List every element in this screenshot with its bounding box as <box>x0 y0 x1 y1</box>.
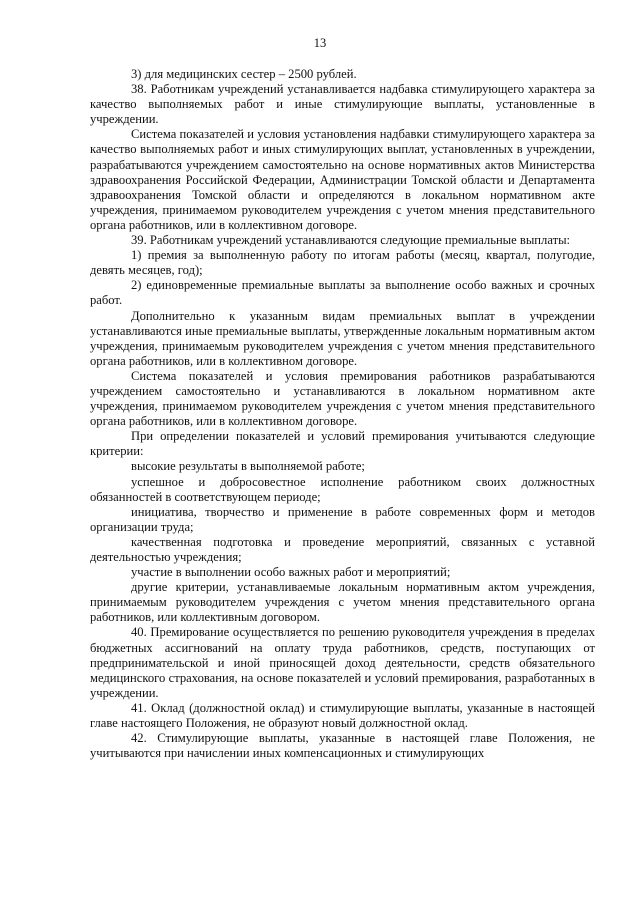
paragraph-39-item-1: 1) премия за выполненную работу по итогам работы (месяц, квартал, полугодие, девять месяцев, год); <box>90 248 595 278</box>
paragraph-40: 40. Премирование осуществляется по решению руководителя учреждения в пределах бюджетных ассигнований на оплату труда работников, средств, поступающих от предпринимательской и иной приносящей доход деятельности, средств обязательного медицинского страхования, на основе показателей и условий премирования, разработанных в учреждении. <box>90 625 595 700</box>
paragraph-38: 38. Работникам учреждений устанавливается надбавка стимулирующего характера за качество выполняемых работ и иные стимулирующие выплаты, установленные в учреждении. <box>90 82 595 127</box>
criterion-important-works: участие в выполнении особо важных работ и мероприятий; <box>131 565 451 580</box>
criterion-high-results: высокие результаты в выполняемой работе; <box>131 459 365 474</box>
paragraph-criteria-intro: При определении показателей и условий премирования учитываются следующие критерии: <box>90 429 595 459</box>
criterion-events: качественная подготовка и проведение мероприятий, связанных с уставной деятельностью учреждения; <box>90 534 595 564</box>
page-number: 13 <box>313 36 327 50</box>
document-body <box>90 67 595 761</box>
paragraph-bonus-system: Система показателей и условия премирования работников разрабатываются учреждением самостоятельно и устанавливаются в локальном нормативном акте учреждения, принимаемом руководителем учреждения с учетом мнения представительного органа работников, или в коллективном договоре. <box>90 368 595 429</box>
paragraph-38-system: Система показателей и условия установления надбавки стимулирующего характера за качество выполняемых работ и иных стимулирующих выплат, установленных в учреждении, разрабатываются учреждением самостоятельно на основе нормативных актов Министерства здравоохранения Российской Федерации, Администрации Томской области и Департамента здравоохранения Томской области и определяются в локальном нормативном акте учреждения, принимаемом руководителем учреждения с учетом мнения представительного органа работников, или в коллективном договоре. <box>90 127 595 232</box>
paragraph-39: 39. Работникам учреждений устанавливаются следующие премиальные выплаты: <box>131 233 571 248</box>
criterion-duties: успешное и добросовестное исполнение работником своих должностных обязанностей в соответствующем периоде; <box>90 474 595 504</box>
criterion-initiative: инициатива, творчество и применение в работе современных форм и методов организации труда; <box>90 504 595 534</box>
paragraph-42: 42. Стимулирующие выплаты, указанные в настоящей главе Положения, не учитываются при начислении иных компенсационных и стимулирующих <box>90 731 595 761</box>
paragraph-item-3-nurses: 3) для медицинских сестер – 2500 рублей. <box>131 67 357 81</box>
paragraph-additional-bonuses: Дополнительно к указанным видам премиальных выплат в учреждении устанавливаются иные премиальные выплаты, утвержденные локальным нормативным актом учреждения, принимаемым руководителем учреждения с учетом мнения представительного органа работников, или в коллективном договоре. <box>90 308 595 368</box>
criterion-other: другие критерии, устанавливаемые локальным нормативным актом учреждения, принимаемым руководителем учреждения с учетом мнения представительного органа работников, или коллективным договором. <box>90 580 595 625</box>
paragraph-39-item-2: 2) единовременные премиальные выплаты за выполнение особо важных и срочных работ. <box>90 278 595 308</box>
paragraph-41: 41. Оклад (должностной оклад) и стимулирующие выплаты, указанные в настоящей главе настоящего Положения, не образуют новый должностной оклад. <box>90 700 595 731</box>
